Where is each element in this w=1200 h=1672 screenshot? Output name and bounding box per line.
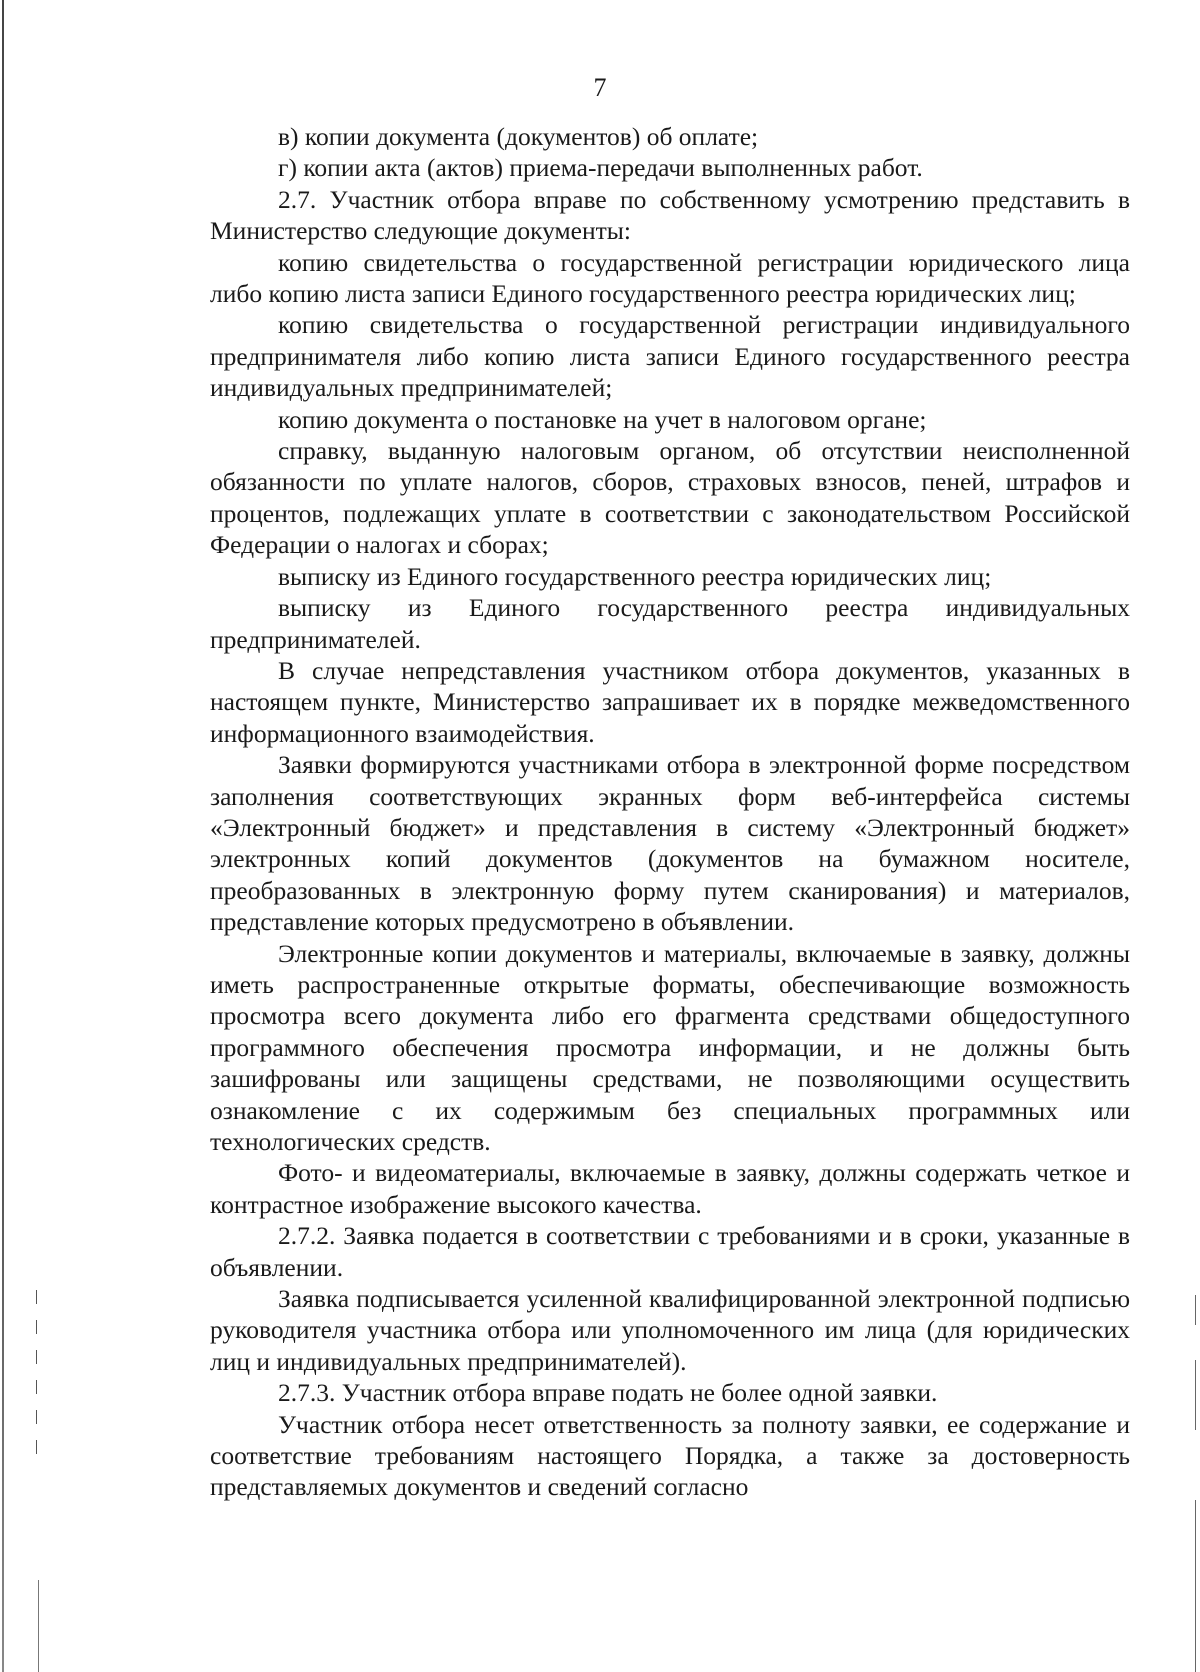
paragraph: в) копии документа (документов) об оплате; [278,122,759,151]
paragraph: копию свидетельства о государственной регистрации индивидуального предпринимателя либо копию листа записи Единого государственного реестра индивидуальных предпринимателей; [210,310,1130,403]
paragraph: 2.7.2. Заявка подается в соответствии с требованиями и в сроки, указанные в объявлении. [210,1221,1130,1282]
paragraph: В случае непредставления участником отбора документов, указанных в настоящем пункте, Министерство запрашивает их в порядке межведомственного информационного взаимодействия. [210,655,1130,748]
paragraph: справку, выданную налоговым органом, об отсутствии неисполненной обязанности по уплате налогов, сборов, страховых взносов, пеней, штрафов и процентов, подлежащих уплате в соответствии с законодательством Российской Федерации о налогах и сборах; [210,436,1130,560]
page-number: 7 [593,73,607,102]
paragraph: г) копии акта (актов) приема-передачи выполненных работ. [278,153,923,183]
scan-artifact-right [1195,1295,1196,1325]
paragraph: копию свидетельства о государственной регистрации юридического лица либо копию листа записи Единого государственного реестра юридических лиц; [210,247,1130,309]
document-body [210,121,1130,1503]
scan-artifact-right [1195,1360,1196,1430]
paragraph: 2.7.3. Участник отбора вправе подать не более одной заявки. [278,1378,938,1408]
paragraph: выписку из Единого государственного реестра индивидуальных предпринимателей. [210,593,1130,654]
scan-artifact-left [36,1290,37,1460]
scan-left-edge [2,0,4,1672]
paragraph: копию документа о постановке на учет в налоговом органе; [278,404,927,434]
scan-artifact-right [1195,1500,1196,1672]
scan-artifact-left-bottom [38,1580,39,1672]
paragraph: выписку из Единого государственного реестра юридических лиц; [278,561,992,591]
paragraph: Фото- и видеоматериалы, включаемые в заявку, должны содержать четкое и контрастное изображение высокого качества. [210,1158,1130,1219]
paragraph: Участник отбора несет ответственность за полноту заявки, ее содержание и соответствие требованиям настоящего Порядка, а также за достоверность представляемых документов и сведений согласно [210,1409,1130,1502]
paragraph: Заявка подписывается усиленной квалифицированной электронной подписью руководителя участника отбора или уполномоченного им лица (для юридических лиц и индивидуальных предпринимателей). [210,1284,1130,1376]
paragraph: Заявки формируются участниками отбора в электронной форме посредством заполнения соответствующих экранных форм веб-интерфейса системы «Электронный бюджет» и представления в систему «Электронный бюджет» электронных копий документов (документов на бумажном носителе, преобразованных в электронную форму путем сканирования) и материалов, представление которых предусмотрено в объявлении. [210,750,1130,937]
paragraph: Электронные копии документов и материалы, включаемые в заявку, должны иметь распространенные открытые форматы, обеспечивающие возможность просмотра всего документа либо его фрагмента средствами общедоступного программного обеспечения просмотра информации, и не должны быть зашифрованы или защищены средствами, не позволяющими осуществить ознакомление с их содержимым без специальных программных или технологических средств. [210,938,1130,1156]
paragraph: 2.7. Участник отбора вправе по собственному усмотрению представить в Министерство следующие документы: [210,184,1130,246]
